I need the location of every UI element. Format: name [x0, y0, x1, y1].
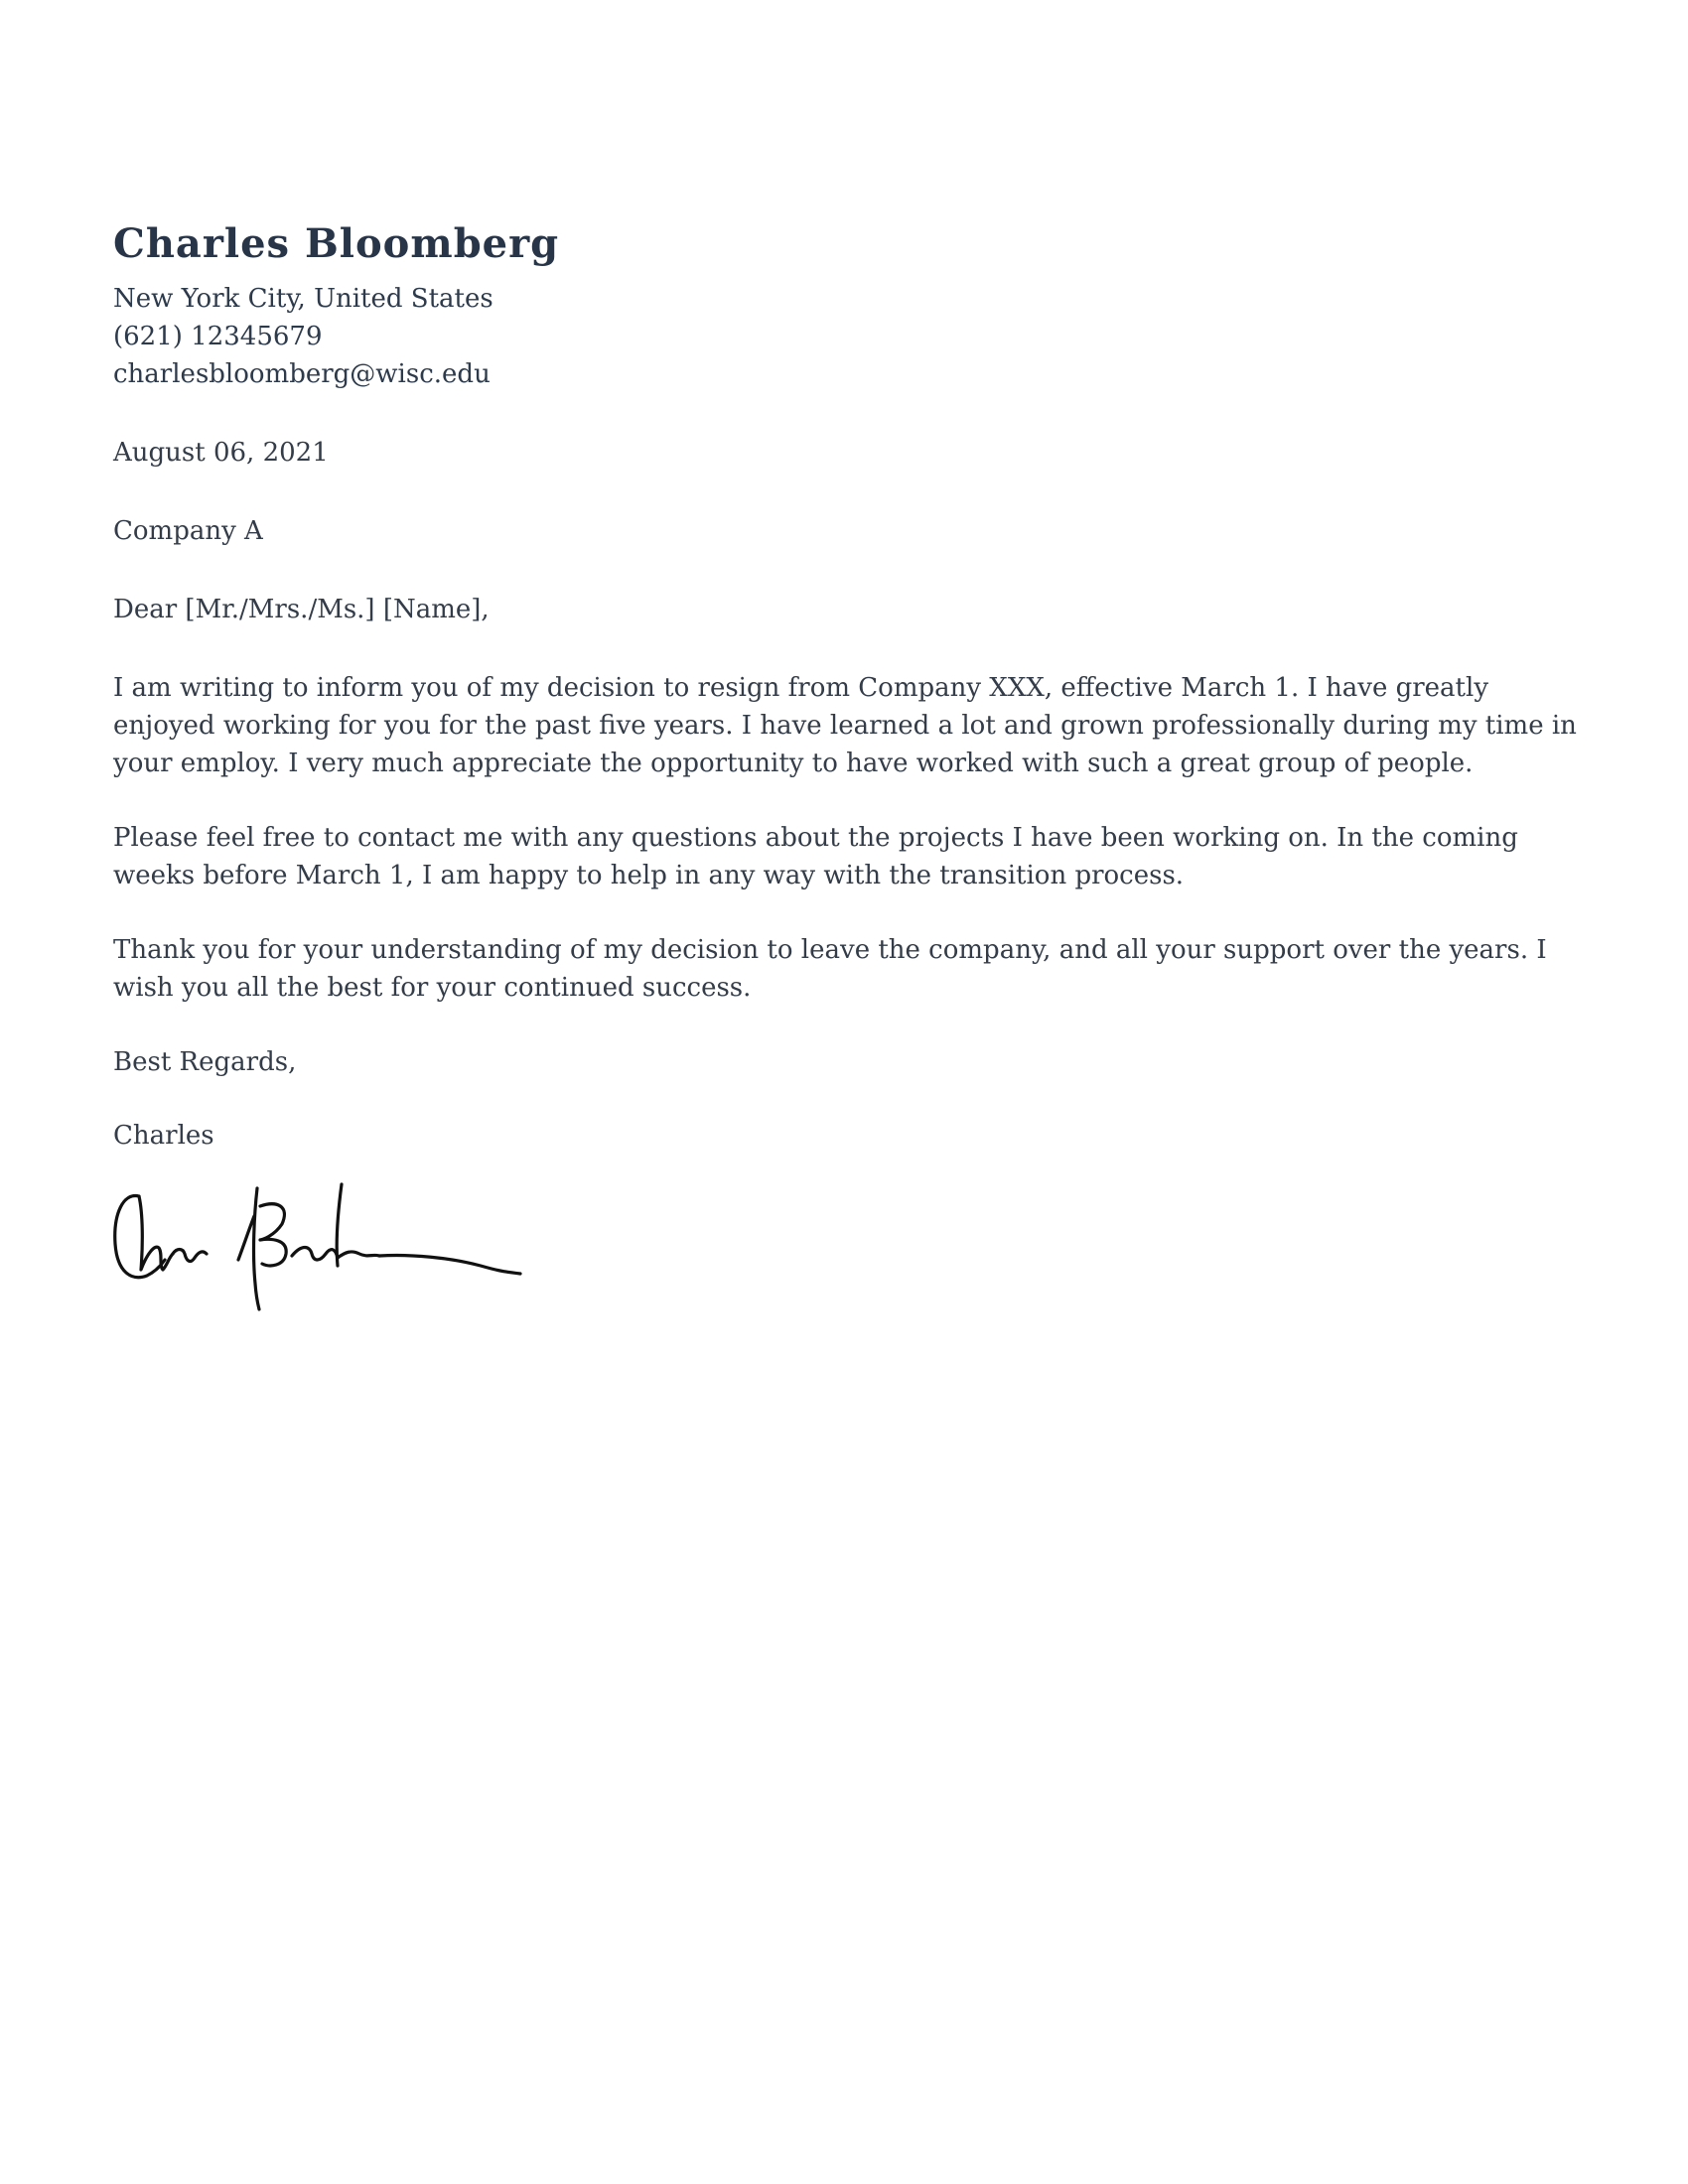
signature-icon — [113, 1174, 530, 1323]
sender-phone: (621) 12345679 — [113, 322, 323, 351]
closing: Best Regards, — [113, 1047, 297, 1077]
letter-body — [113, 669, 1583, 1007]
sender-name: Charles Bloomberg — [113, 220, 560, 267]
signoff-block — [113, 1117, 1583, 1155]
sender-email: charlesbloomberg@wisc.edu — [113, 359, 491, 389]
recipient-block — [113, 512, 1583, 550]
date-block — [113, 434, 1583, 472]
salutation: Dear [Mr./Mrs./Ms.] [Name], — [113, 595, 490, 624]
body-paragraph: I am writing to inform you of my decision to resign from Company XXX, effective March 1. I have greatly enjoyed working for you for the past five years. I have learned a lot and grown professionally during my time in your employ. I very much appreciate the opportunity to have worked with such a great group of people. — [113, 673, 1577, 778]
sender-location: New York City, United States — [113, 284, 493, 314]
body-paragraph: Thank you for your understanding of my decision to leave the company, and all your support over the years. I wish you all the best for your continued success. — [113, 935, 1547, 1003]
recipient-company: Company A — [113, 516, 263, 546]
salutation-block — [113, 591, 1583, 628]
signoff-name: Charles — [113, 1121, 214, 1151]
body-paragraph: Please feel free to contact me with any questions about the projects I have been working on. In the coming weeks before March 1, I am happy to help in any way with the transition process. — [113, 823, 1518, 890]
sender-contact-block — [113, 280, 1583, 393]
letter-date: August 06, 2021 — [113, 438, 329, 468]
letter-content — [113, 220, 1583, 1323]
closing-block — [113, 1043, 1583, 1081]
